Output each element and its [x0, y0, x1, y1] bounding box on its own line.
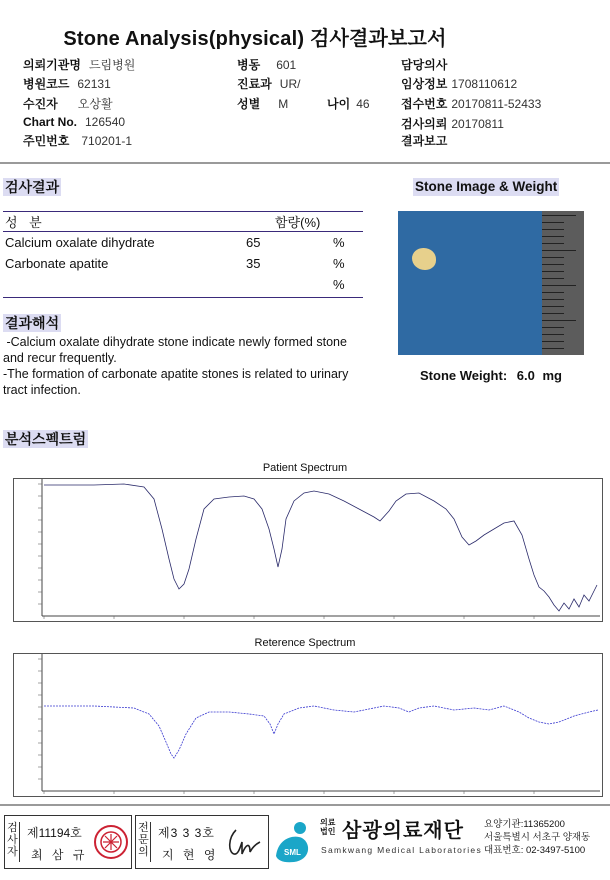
patient-spectrum-plot: [13, 478, 603, 622]
info-department: 진료과 UR/: [237, 77, 301, 91]
org-english-name: Samkwang Medical Laboratories: [321, 845, 483, 855]
content-column-header: 함량(%): [275, 215, 321, 230]
patient-spectrum-line: [44, 484, 597, 611]
info-resident-no: 주민번호 710201-1: [23, 134, 133, 148]
table-header-rule: [3, 231, 363, 232]
component-unit: %: [333, 256, 345, 271]
report-title: Stone Analysis(physical) 검사결과보고서: [63, 28, 447, 50]
info-request-date: 검사의뢰 20170811: [401, 117, 504, 131]
ruler-tick: [542, 341, 564, 342]
examiner-name: 최 삼 규: [31, 848, 88, 862]
ruler-tick: [542, 229, 564, 230]
info-report-date: 결과보고: [401, 134, 448, 148]
logo-text: SML: [284, 848, 301, 857]
ruler-tick: [542, 299, 564, 300]
component-name: Calcium oxalate dihydrate: [5, 235, 155, 250]
patient-spectrum-title: Patient Spectrum: [262, 462, 348, 474]
component-unit: %: [333, 235, 345, 250]
ruler-tick: [542, 271, 564, 272]
ruler-tick: [542, 222, 564, 223]
reference-spectrum-line: [44, 706, 598, 758]
component-value: 65: [246, 235, 261, 250]
specialist-license-no: 제3 3 3호: [158, 826, 215, 840]
org-name: 삼광의료재단: [342, 820, 464, 842]
ruler-tick: [542, 236, 564, 237]
care-code: 요양기관:11365200: [484, 819, 565, 830]
info-ward: 병동 601: [237, 58, 297, 72]
ruler-tick: [542, 327, 564, 328]
weight-label: Stone Weight:: [420, 368, 508, 383]
weight-value: 6.0: [516, 368, 535, 383]
interpretation-line: -Calcium oxalate dihydrate stone indicate newly formed stone and recur frequently.: [3, 335, 351, 365]
info-doctor: 담당의사: [401, 58, 448, 72]
ruler-tick: [542, 292, 564, 293]
ruler-tick: [542, 243, 564, 244]
examiner-license-no: 제11194호: [27, 826, 82, 840]
footer-divider: [0, 804, 610, 806]
ruler-tick: [542, 278, 564, 279]
component-name: Carbonate apatite: [5, 256, 109, 271]
weight-unit: mg: [542, 368, 562, 383]
ruler-tick: [542, 215, 576, 216]
stone-heading: Stone Image & Weight: [415, 179, 558, 194]
ruler: [542, 211, 584, 355]
patient-spectrum-svg: [14, 479, 602, 621]
info-age: 나이 46: [327, 97, 370, 111]
component-value: 35: [246, 256, 261, 271]
header-divider: [0, 162, 610, 164]
reference-spectrum-plot: [13, 653, 603, 797]
table-bottom-rule: [3, 297, 363, 298]
spectrum-heading: 분석스펙트럼: [5, 431, 87, 447]
ruler-tick: [542, 264, 564, 265]
ruler-tick: [542, 257, 564, 258]
ruler-tick: [542, 306, 564, 307]
ruler-tick: [542, 313, 564, 314]
component-unit: %: [333, 277, 345, 292]
info-hospital-code: 병원코드 62131: [23, 77, 111, 91]
stone-sample: [412, 248, 436, 270]
org-address: 서울특별시 서초구 양재동: [484, 832, 591, 843]
table-row: [3, 256, 363, 276]
info-chart-no: Chart No. 126540: [23, 115, 126, 129]
examiner-signature-box: [4, 815, 132, 869]
info-hospital: 의뢰기관명 드림병원: [23, 58, 136, 72]
examiner-seal: [93, 824, 129, 860]
info-sex: 성별 M: [237, 97, 289, 111]
specialist-name: 지 현 영: [162, 848, 219, 862]
stone-weight: [398, 368, 584, 383]
info-receipt-no: 접수번호 20170811-52433: [401, 97, 542, 111]
specialist-signature: [224, 824, 264, 860]
interpretation-line: -The formation of carbonate apatite stones is related to urinary tract infection.: [3, 367, 349, 397]
result-heading: 검사결과: [5, 179, 60, 195]
ruler-tick: [542, 285, 576, 286]
ruler-tick: [542, 250, 576, 251]
info-patient: 수진자 오상활: [23, 97, 113, 111]
ruler-tick: [542, 334, 564, 335]
info-clinical: 임상정보 1708110612: [401, 77, 518, 91]
interpretation-heading: 결과해석: [5, 315, 60, 331]
ruler-tick: [542, 320, 576, 321]
examiner-role: 검사자: [6, 822, 20, 862]
ruler-tick: [542, 348, 564, 349]
org-phone: 대표번호: 02-3497-5100: [484, 845, 586, 856]
component-column-header: 성 분: [5, 215, 46, 230]
specialist-signature-box: [135, 815, 269, 869]
table-row: [3, 235, 363, 255]
org-contact: [484, 818, 590, 857]
sml-logo-icon: [272, 816, 318, 864]
interpretation-text: [3, 334, 363, 398]
specialist-role: 전문의: [137, 822, 151, 862]
reference-spectrum-svg: [14, 654, 602, 796]
reference-spectrum-title: Reterence Spectrum: [254, 637, 356, 649]
stone-photo: [398, 211, 584, 355]
org-type: 의료법인: [320, 818, 336, 836]
table-row: [3, 277, 363, 297]
